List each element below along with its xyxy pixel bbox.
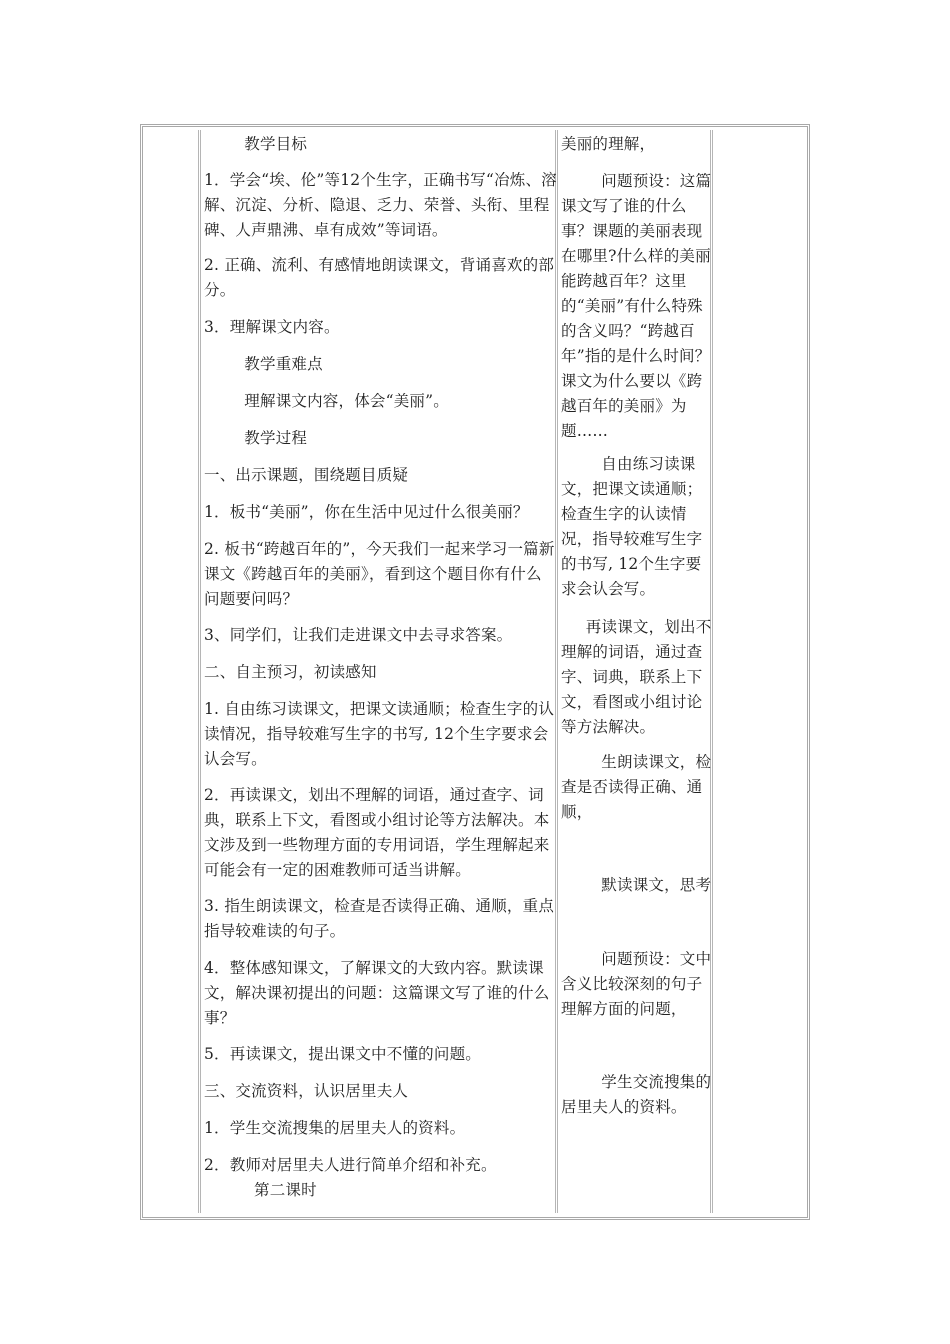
heading-key-points: 教学重难点 xyxy=(244,355,323,373)
section-1-item-3: 3、同学们，让我们走进课文中去寻求答案。 xyxy=(204,626,513,644)
goal-item-2: 2. 正确、流利、有感情地朗读课文，背诵喜欢的部分。 xyxy=(204,256,555,299)
goal-item-3: 3．理解课文内容。 xyxy=(204,318,340,336)
section-1-item-1: 1．板书“美丽”，你在生活中见过什么很美丽？ xyxy=(204,503,529,521)
activity-text-1: 美丽的理解， xyxy=(561,135,656,153)
column-divider-left xyxy=(198,130,201,1213)
section-1-title: 一、出示课题，围绕题目质疑 xyxy=(204,466,409,484)
section-1-item-2: 2. 板书“跨越百年的”，今天我们一起来学习一篇新课文《跨越百年的美丽》，看到这个题目你有什么问题要问吗？ xyxy=(204,540,555,608)
section-2-item-5: 5．再读课文，提出课文中不懂的问题。 xyxy=(204,1045,481,1063)
activity-text-7: 问题预设：文中含义比较深刻的句子理解方面的问题， xyxy=(561,950,712,1018)
lesson-two-heading: 第二课时 xyxy=(254,1181,317,1199)
section-3-title: 三、交流资料，认识居里夫人 xyxy=(204,1082,409,1100)
activity-text-4: 再读课文，划出不理解的词语，通过查字、词典，联系上下文，看图或小组讨论等方法解决。 xyxy=(561,618,712,736)
section-3-item-2: 2．教师对居里夫人进行简单介绍和补充。 xyxy=(204,1156,497,1174)
activity-text-2: 问题预设：这篇课文写了谁的什么事？课题的美丽表现在哪里?什么样的美丽能跨越百年？这里的“美丽”有什么特殊的含义吗？“跨越百年”指的是什么时间？课文为什么要以《跨越百年的美丽》为题…… xyxy=(561,172,712,440)
section-2-item-2: 2．再读课文，划出不理解的词语，通过查字、词典，联系上下文，看图或小组讨论等方法解决。本文涉及到一些物理方面的专用词语，学生理解起来可能会有一定的困难教师可适当讲解。 xyxy=(204,786,550,879)
activity-text-6: 默读课文，思考 xyxy=(601,876,712,894)
heading-teaching-goals: 教学目标 xyxy=(244,135,308,153)
goal-item-1: 1．学会“埃、伦”等12个生字，正确书写“冶炼、溶解、沉淀、分析、隐退、乏力、荣誉、头衔、里程碑、人声鼎沸、卓有成效”等词语。 xyxy=(204,171,557,239)
activity-text-3: 自由练习读课文，把课文读通顺；检查生字的认读情况，指导较难写生字的书写, 12个生字要求会认会写。 xyxy=(561,455,703,598)
heading-teaching-process: 教学过程 xyxy=(244,429,308,447)
activity-text-5: 生朗读课文，检查是否读得正确、通顺， xyxy=(561,753,712,821)
section-3-item-1: 1．学生交流搜集的居里夫人的资料。 xyxy=(204,1119,466,1137)
section-2-title: 二、自主预习，初读感知 xyxy=(204,663,377,681)
activity-text-8: 学生交流搜集的居里夫人的资料。 xyxy=(561,1073,712,1116)
key-points-text: 理解课文内容，体会“美丽”。 xyxy=(244,392,449,410)
section-2-item-4: 4．整体感知课文，了解课文的大致内容。默读课文，解决课初提出的问题：这篇课文写了谁的什么事？ xyxy=(204,959,550,1027)
section-2-item-3: 3. 指生朗读课文，检查是否读得正确、通顺，重点指导较难读的句子。 xyxy=(204,897,555,940)
section-2-item-1: 1. 自由练习读课文，把课文读通顺；检查生字的认读情况，指导较难写生字的书写, 12个生字要求会认会写。 xyxy=(204,700,555,768)
